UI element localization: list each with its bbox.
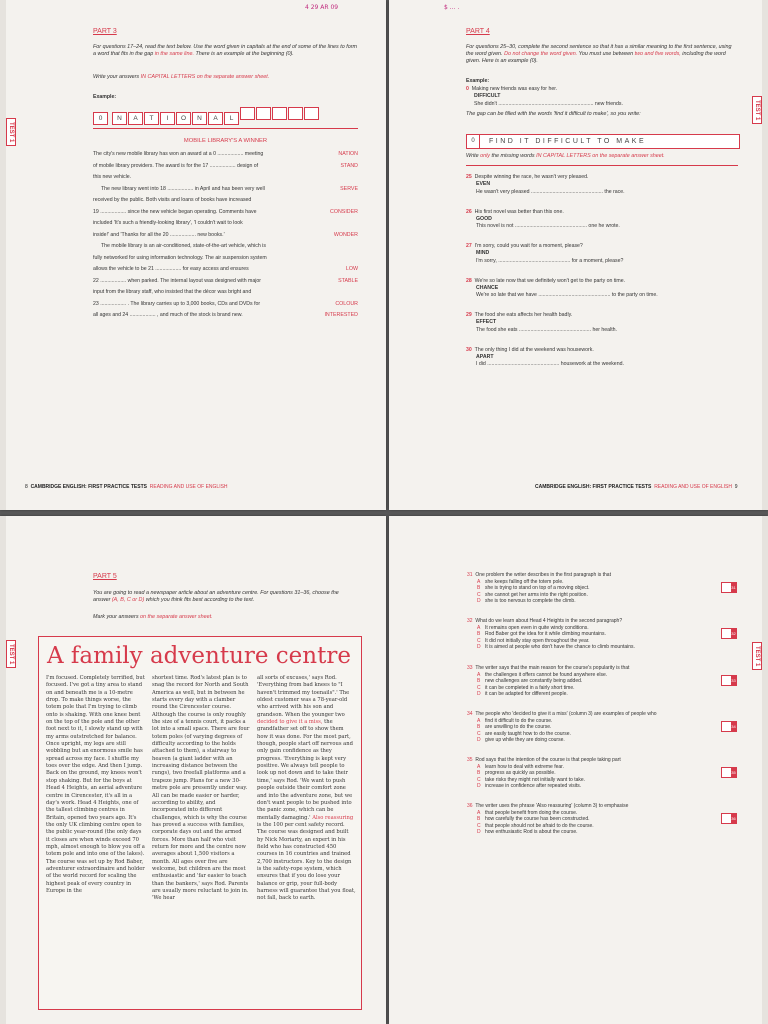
answer-option[interactable] [467, 598, 737, 605]
page-footer: 8 CAMBRIDGE ENGLISH: FIRST PRACTICE TESTS READING AND USE OF ENGLISH [25, 484, 228, 490]
option-text: that people benefit from doing the course. [485, 809, 578, 816]
example-answer-boxes [93, 107, 320, 125]
text-line [93, 278, 358, 290]
example-label: Example: [93, 94, 117, 100]
question-number: 33 [467, 665, 473, 671]
example-letter-box: T [144, 112, 159, 125]
example-answer-number: 0 [467, 135, 480, 148]
answer-instructions: Write only the missing words IN CAPITAL LETTERS on the separate answer sheet. [466, 153, 665, 159]
line-text: input from the library staff, who insisted that the décor was bright and [93, 289, 252, 295]
article-column-3: all sorts of excuses,' says Rod. 'Everything from bad knees to "I haven't trimmed my toenails".' The oldest customer was a 78-year-old who arrived with his son and grandson. When the younger two decided to give it a miss, the grandfather set off to show them how it was done. For the most part, though, people start off nervous and only gain confidence as they progress. 'Everything is kept very positive. We always tell people to look up not down and to take their time,' says Rod. 'We want to push people outside their comfort zone and into the adventure zone, but we don't want people to be pushed into the panic zone, which can be mentally damaging.' Also reassuring is the 100 per cent safety record. The course was designed and built by Nick Moriarty, an expert in his field who has constructed 450 courses in 16 countries and trained 2,700 instructors. Key to the design is the safety-rope system, which ensures that if you do lose your balance or grip, your full-body harness will guarantee that you float, not fall, back to earth. [257, 675, 356, 902]
example-letter-box [272, 107, 287, 120]
keyword: CONSIDER [330, 208, 358, 215]
answer-option[interactable] [467, 823, 737, 830]
line-text: fully networked for using information technology. The air suspension system [93, 254, 267, 261]
second-sentence: I'm sorry, .................................................. for a moment, please? [476, 257, 624, 264]
second-sentence: We're so late that we have .................................................. to the party on time. [476, 292, 658, 299]
answer-option[interactable] [467, 638, 737, 645]
text-line [93, 312, 358, 324]
keyword: STAND [340, 162, 358, 169]
text-line [93, 186, 358, 198]
option-letter: B [477, 816, 481, 823]
option-text: how enthusiastic Rod is about the course. [485, 829, 578, 836]
text-line [93, 220, 358, 232]
answer-option[interactable] [467, 783, 737, 790]
divider [466, 165, 738, 166]
example-letter-box: N [112, 112, 127, 125]
part-heading: PART 4 [466, 28, 490, 35]
side-tab: TEST 1 [752, 642, 762, 670]
answer-option[interactable] [467, 579, 737, 586]
article-column-2: shortest time. Rod's latest plan is to snag the record for North and South America as well, but in between he starts every day with a clamber round the Cirencester course. Although the course is only roughly the size of a tennis court, it packs a lot into a small space. There are four totem poles (of varying degrees of difficulty according to the holds attached to them), a stairway to heaven (a giant ladder with an increasing distance between the rungs), two freefall platforms and a trapeze jump. Plans for a new 30-metre pole are presently under way. All can be made easier or harder, according to ability, and incorporated into different challenges, which is why the course has proved a success with families, corporate days out and the armed forces. More than half who visit return for more and the centre now averages about 1,500 visitors a month. All ages over five are welcome, but children are the most enthusiastic and 'far easier to teach than the bankers,' says Rod. Parents are usually more reluctant to join in. 'We hear [152, 675, 250, 902]
option-letter: B [477, 585, 481, 592]
option-text: are easily taught how to do the course. [485, 730, 571, 737]
mcq-question [467, 572, 737, 618]
second-sentence: I did .................................................. housework at the weekend. [476, 361, 624, 368]
answer-box[interactable] [721, 813, 737, 824]
key-word: MIND [476, 250, 490, 257]
instructions: For questions 17–24, read the text below. Use the word given in capitals at the end of some of the lines to form a word that fits in the gap in the same line. There is an example at the beginning (0). [93, 44, 357, 57]
answer-instructions: Mark your answers on the separate answer sheet. [93, 614, 213, 620]
page-edge [762, 516, 768, 1024]
instructions: For questions 25–30, complete the second sentence so that it has a similar meaning to the first sentence, using the word given. Do not change the word given. You must use between two and five words, including the word given. Here is an example (0). [466, 44, 732, 64]
question-number: 26 [466, 208, 472, 215]
option-letter: D [477, 829, 481, 836]
answer-instructions: Write your answers IN CAPITAL LETTERS on the separate answer sheet. [93, 74, 270, 80]
transformation-question [466, 347, 738, 369]
question-sentence: His first novel was better than this one. [474, 208, 564, 215]
option-letter: D [477, 644, 481, 651]
key-word: CHANCE [476, 284, 499, 291]
text-line [93, 197, 358, 209]
example-letter-box: A [208, 112, 223, 125]
line-text: 22 .................. when parked. The internal layout was designed with major [93, 277, 262, 284]
option-letter: C [477, 637, 481, 644]
answer-option[interactable] [467, 731, 737, 738]
keyword: WONDER [333, 231, 358, 238]
option-text: give up while they are doing course. [485, 737, 565, 744]
line-text: of mobile library providers. The award is for the 17 .................. design of [93, 162, 259, 169]
example-letter-box: I [160, 112, 175, 125]
page-footer: CAMBRIDGE ENGLISH: FIRST PRACTICE TESTS READING AND USE OF ENGLISH 9 [535, 484, 738, 490]
page-edge [0, 0, 6, 510]
option-text: new challenges are constantly being added. [485, 678, 583, 685]
line-text: 23 .................. . The library carries up to 3,000 books, CDs and DVDs for [93, 300, 261, 307]
transformation-question [466, 243, 738, 265]
option-text: are unwilling to do the course. [485, 724, 552, 731]
keyword: COLOUR [335, 300, 358, 307]
question-sentence: Despite winning the race, he wasn't very pleased. [474, 174, 589, 180]
key-word: EVEN [476, 181, 491, 188]
option-letter: D [477, 691, 481, 698]
line-text: allows the vehicle to be 21 .................. for easy access and ensures [93, 266, 249, 272]
key-word: GOOD [476, 215, 492, 222]
option-letter: C [477, 730, 481, 737]
side-tab: TEST 1 [6, 640, 16, 668]
text-line [93, 232, 358, 244]
answer-box[interactable] [721, 721, 737, 732]
question-number: 36 [467, 803, 473, 809]
option-text: It did not initially stay open throughout the year. [485, 637, 590, 644]
text-line [93, 209, 358, 221]
answer-box-number: 33 [731, 678, 736, 683]
answer-option[interactable] [467, 829, 737, 836]
question-sentence: I'm sorry, could you wait for a moment, please? [474, 243, 583, 250]
option-text: she is too nervous to complete the climb. [485, 598, 576, 605]
key-word: APART [476, 353, 494, 360]
answer-option[interactable] [467, 764, 737, 771]
question-number: 35 [467, 757, 473, 763]
key-word: EFFECT [476, 319, 497, 326]
option-text: find it difficult to do the course. [485, 717, 553, 724]
question-sentence: The only thing I did at the weekend was housework. [474, 346, 594, 353]
option-letter: B [477, 724, 481, 731]
line-text: The new library went into 18 .................. in April and has been very well [101, 185, 265, 192]
example-answer-box [466, 134, 740, 149]
article-column-1: I'm focused. Completely terrified, but focused. I've got a tiny area to stand on and beneath me is a 10-metre drop. To make things worse, the totem pole that I'm trying to climb onto is shaking. With one knee bent on the top of the pole and the other foot next to it, I slowly stand up with my arms outstretched for balance. Once upright, my legs are still wobbling but an enormous smile has spread across my face. I shuffle my toes over the edge. And then I jump. Back on the ground, my knees won't stop shaking. But for the boys at Head 4 Heights, an aerial adventure centre in Cirencester, it's all in a day's work. Head 4 Heights, one of the tallest climbing centres in Britain, opened two years ago. It's the only UK climbing centre open to the public year-round (the only days it closes are when winds exceed 70 mph, almost enough to blow you off a totem pole and into one of the lakes). The course was set up by Rod Baber, adventurer extraordinaire and holder of the world record for scaling the highest peak of every country in Europe in the [46, 675, 145, 894]
text-line [93, 266, 358, 278]
newspaper-article [38, 636, 362, 1010]
example-letter-box [304, 107, 319, 120]
question-number: 28 [466, 277, 472, 284]
question-stem: The writer says that the main reason for the course's popularity is that [475, 665, 630, 671]
answer-option[interactable] [467, 585, 737, 592]
text-line [93, 255, 358, 267]
mcq-question [467, 711, 737, 757]
answer-box-number: 36 [731, 816, 736, 821]
question-sentence: The food she eats affects her health badly. [474, 312, 573, 319]
example-number-box: 0 [93, 112, 108, 125]
answer-box[interactable] [721, 628, 737, 639]
keyword: NATION [338, 151, 358, 157]
example-letter-box: A [128, 112, 143, 125]
line-text: inside!' and 'Thanks for all the 20 .................. new books.' [93, 231, 225, 238]
option-text: It remains open even in quite windy conditions. [485, 624, 589, 631]
example-letter-box: N [192, 112, 207, 125]
text-line [93, 174, 358, 186]
text-line [93, 163, 358, 175]
question-number: 30 [466, 346, 472, 353]
gapped-text [93, 151, 358, 324]
line-text: included 'It's such a friendly-looking library', 'I couldn't wait to look [93, 220, 243, 226]
answer-option[interactable] [467, 777, 737, 784]
option-text: It is aimed at people who don't have the chance to climb mountains. [485, 644, 635, 651]
page-part3 [0, 0, 386, 510]
answer-option[interactable] [467, 631, 737, 638]
option-text: Rod Baber got the idea for it while climbing mountains. [485, 631, 606, 638]
line-text: this new vehicle. [93, 174, 132, 180]
option-letter: A [477, 809, 481, 816]
line-text: The mobile library is an air-conditioned, state-of-the-art vehicle, which is [101, 243, 266, 249]
question-sentence: We're so late now that we definitely won't get to the party on time. [474, 277, 626, 284]
keyword: SERVE [340, 185, 358, 192]
text-line [93, 301, 358, 313]
option-letter: A [477, 624, 481, 631]
option-letter: D [477, 598, 481, 605]
transformation-question [466, 278, 738, 300]
option-text: that people should not be afraid to do the course. [485, 822, 594, 829]
mcq-question [467, 757, 737, 803]
option-text: she is trying to stand on top of a moving object. [485, 585, 590, 592]
answer-option[interactable] [467, 592, 737, 599]
option-letter: B [477, 770, 481, 777]
page-part5-questions [389, 516, 768, 1024]
question-number: 31 [467, 572, 473, 578]
line-text: The city's new mobile library has won an award at a 0 .................. meeting [93, 151, 264, 157]
line-text: 19 .................. since the new vehicle began operating. Comments have [93, 208, 257, 215]
answer-option[interactable] [467, 737, 737, 744]
question-stem: The writer uses the phrase 'Also reassuring' (column 3) to emphasise [475, 803, 629, 809]
question-stem: What do we learn about Head 4 Heights in the second paragraph? [475, 618, 623, 624]
article-title: A family adventure centre [47, 643, 351, 669]
question-number: 25 [466, 174, 472, 180]
answer-option[interactable] [467, 678, 737, 685]
option-letter: B [477, 678, 481, 685]
option-letter: D [477, 783, 481, 790]
answer-box[interactable] [721, 675, 737, 686]
text-title: MOBILE LIBRARY'S A WINNER [183, 138, 268, 144]
answer-option[interactable] [467, 644, 737, 651]
answer-box-number: 32 [731, 631, 736, 636]
keyword: STABLE [338, 277, 358, 284]
example-letter-box [256, 107, 271, 120]
keyword: INTERESTED [324, 312, 358, 318]
part-heading: PART 5 [93, 573, 117, 580]
question-stem: One problem the writer describes in the first paragraph is that [475, 572, 611, 578]
option-text: it can be completed in a fairly short time. [485, 684, 575, 691]
instructions: You are going to read a newspaper article about an adventure centre. For questions 31–36, choose the answer (A, B, C or D) which you think fits best according to the text. [93, 590, 339, 603]
part-heading: PART 3 [93, 28, 117, 35]
transformation-question [466, 209, 738, 231]
text-line [93, 243, 358, 255]
handwritten-note: 4 29 AR 09 [305, 4, 339, 11]
example-letter-box [240, 107, 255, 120]
option-text: she cannot get her arms into the right position. [485, 591, 588, 598]
option-letter: C [477, 776, 481, 783]
option-text: the challenges it offers cannot be found anywhere else. [485, 671, 608, 678]
text-line [93, 289, 358, 301]
second-sentence: This novel is not .................................................. one he wrote. [476, 223, 620, 230]
keyword: LOW [345, 266, 358, 272]
option-text: progress as quickly as possible. [485, 770, 556, 777]
multiple-choice-questions [467, 572, 737, 849]
option-letter: C [477, 591, 481, 598]
answer-option[interactable] [467, 816, 737, 823]
page-part4 [389, 0, 768, 510]
example-answer-text: FIND IT DIFFICULT TO MAKE [489, 138, 647, 145]
mcq-question [467, 618, 737, 665]
question-stem: Rod says that the intention of the course is that people taking part [475, 757, 621, 763]
transformation-question [466, 174, 738, 196]
option-letter: A [477, 763, 481, 770]
answer-option[interactable] [467, 672, 737, 679]
example-letter-box [288, 107, 303, 120]
option-text: she keeps falling off the totem pole. [485, 578, 564, 585]
highlight-give-it-a-miss: decided to give it a miss, [257, 719, 323, 726]
transformation-question [466, 312, 738, 334]
answer-option[interactable] [467, 685, 737, 692]
highlight-also-reassuring: Also reassuring [312, 814, 354, 821]
answer-box-number: 31 [731, 585, 736, 590]
side-tab: TEST 1 [752, 96, 762, 124]
mcq-question [467, 665, 737, 711]
line-text: received by the public. Both visits and loans of books have increased [93, 197, 252, 203]
line-text: all ages and 24 .................. , and much of the stock is brand new. [93, 312, 243, 318]
answer-option[interactable] [467, 810, 737, 817]
answer-option[interactable] [467, 770, 737, 777]
answer-option[interactable] [467, 724, 737, 731]
answer-box-number: 34 [731, 724, 736, 729]
example-letter-box: L [224, 112, 239, 125]
example-question: 0 Making new friends was easy for her. DIFFICULT She didn't .................................................................. new friends. The gap can be filled with the words 'find it difficult to make', so you write: [466, 86, 641, 118]
side-tab: TEST 1 [6, 118, 16, 146]
mcq-question [467, 803, 737, 849]
question-number: 34 [467, 711, 473, 717]
answer-option[interactable] [467, 691, 737, 698]
page-edge [0, 516, 6, 1024]
option-letter: A [477, 717, 481, 724]
answer-box[interactable] [721, 582, 737, 593]
option-letter: A [477, 578, 481, 585]
second-sentence: The food she eats .................................................. her health. [476, 326, 617, 333]
text-line [93, 151, 358, 163]
option-letter: A [477, 671, 481, 678]
option-text: increase in confidence after repeated visits. [485, 783, 582, 790]
question-number: 29 [466, 312, 472, 319]
transformation-questions [466, 174, 738, 381]
divider [93, 128, 358, 129]
option-text: how carefully the course has been constructed. [485, 816, 590, 823]
option-text: it can be adapted for different people. [485, 691, 568, 698]
handwritten-note: $ ... . [444, 4, 460, 11]
answer-box-number: 35 [731, 770, 736, 775]
second-sentence: He wasn't very pleased .................................................. the race. [476, 188, 625, 195]
option-letter: C [477, 684, 481, 691]
example-label: Example: [466, 78, 490, 84]
option-text: learn how to deal with extreme fear. [485, 763, 564, 770]
question-number: 27 [466, 243, 472, 250]
question-stem: The people who 'decided to give it a miss' (column 3) are examples of people who [475, 711, 657, 717]
answer-option[interactable] [467, 625, 737, 632]
option-text: take risks they might not initially want to take. [485, 776, 586, 783]
answer-option[interactable] [467, 718, 737, 725]
option-letter: C [477, 822, 481, 829]
option-letter: B [477, 631, 481, 638]
answer-box[interactable] [721, 767, 737, 778]
page-edge [762, 0, 768, 510]
page-part5 [0, 516, 386, 1024]
option-letter: D [477, 737, 481, 744]
question-number: 32 [467, 618, 473, 624]
example-letter-box: O [176, 112, 191, 125]
